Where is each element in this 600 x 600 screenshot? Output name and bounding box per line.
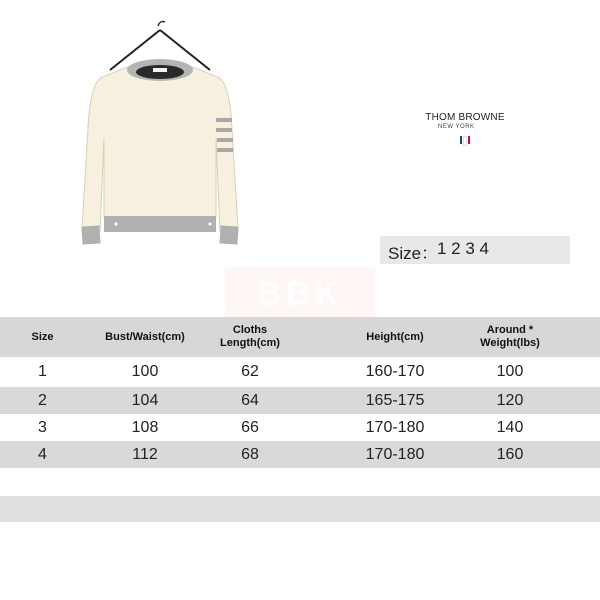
table-row — [0, 357, 600, 387]
cell-size: 1 — [38, 363, 47, 380]
cell-height: 165-175 — [365, 391, 425, 409]
cell-bust: 112 — [132, 445, 158, 463]
size-table — [0, 317, 600, 468]
sweater-illustration — [70, 18, 250, 263]
header-cloths-length: Cloths Length(cm) — [220, 324, 280, 349]
table-row — [0, 441, 600, 468]
cell-weight: 140 — [496, 418, 524, 436]
flag-icon — [460, 136, 471, 146]
header-size: Size — [31, 330, 54, 343]
cell-height: 170-180 — [365, 418, 425, 436]
cell-length: 68 — [241, 445, 259, 463]
cell-bust: 108 — [131, 418, 159, 436]
cell-length: 62 — [241, 363, 259, 380]
table-row — [0, 387, 600, 414]
watermark — [225, 267, 375, 322]
header-bust-waist: Bust/Waist(cm) — [105, 330, 185, 343]
cell-weight: 100 — [496, 363, 524, 380]
brand-logo — [410, 112, 520, 149]
cell-height: 170-180 — [365, 445, 425, 463]
product-image — [70, 18, 250, 263]
header-weight: Around * Weight(lbs) — [480, 324, 540, 349]
table-row — [0, 414, 600, 441]
cell-size: 4 — [38, 445, 47, 463]
cell-bust: 104 — [131, 391, 159, 409]
size-values: 1 2 3 4 — [437, 239, 489, 258]
cell-weight: 120 — [496, 391, 524, 409]
cell-length: 66 — [241, 418, 259, 436]
cell-length: 64 — [241, 391, 259, 409]
cell-size: 3 — [38, 418, 47, 436]
footer-bar — [0, 496, 600, 522]
watermark-text: BBK — [257, 275, 343, 313]
brand-name: THOM BROWNE — [425, 112, 505, 123]
cell-weight: 160 — [496, 445, 524, 463]
cell-height: 160-170 — [365, 363, 425, 380]
size-label: Size： — [388, 244, 439, 263]
table-header — [0, 317, 600, 357]
header-height: Height(cm) — [366, 330, 424, 343]
brand-subtitle: NEW YORK — [438, 124, 475, 130]
cell-bust: 100 — [131, 363, 159, 380]
cell-size: 2 — [38, 391, 47, 409]
size-bar — [380, 236, 570, 264]
